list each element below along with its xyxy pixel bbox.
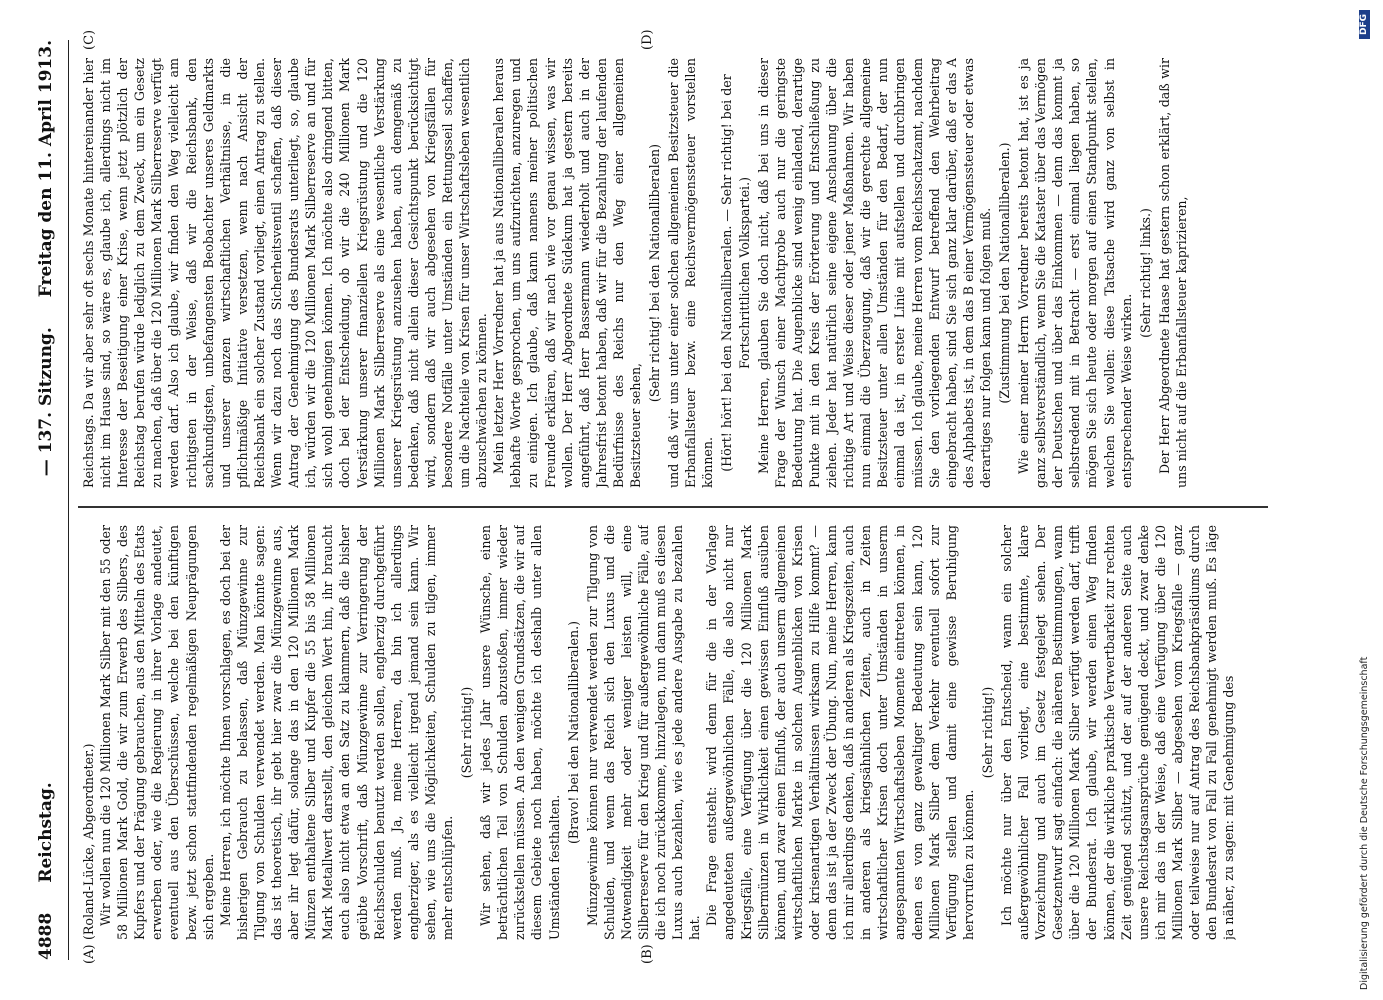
paragraph: Mein letzter Herr Vorredner hat ja aus Nationalliberalen heraus lebhafte Worte gesprochen, um uns aufzurichten, anzuregen und zu einigen. Ich glaube, daß kann namens meiner politischen Freunde erklären, daß wir nach wie vor genau wissen, was wir wollen. Der Herr Abgeordnete Südekum hat ja gestern bereits angeführt, daß Herr Bassermann wiederholt und auch in der Jahresfrist betont haben, daß wir für die Bezahlung der laufenden Bedürfnisse des Reichs nur den Weg einer allgemeinen Besitzsteuer sehen,	[491, 58, 643, 488]
interjection: (Sehr richtig!)	[979, 686, 995, 779]
paragraph: Ich möchte nur über den Entscheid, wann ein solcher außergewöhnlicher Fall vorliegt, eine bestimmte, klare Vorzeichnung und auch im Gesetz festgelegt sehen. Der Gesetzentwurf sagt einfach: die näheren Bestimmungen, wann über die 120 Millionen Mark Silber verfügt werden darf, trifft der Bundesrat. Ich glaube, wir werden einen Weg finden können, der die wirkliche praktische Verwertbarkeit zur rechten Zeit genügend schützt, und der auf der anderen Seite auch unsere Reichstagsansprüche genügend deckt, und zwar denke ich mir das in der Weise, daß eine Verfügung über die 120 Millionen Mark Silber — abgesehen vom Kriegsfalle — ganz oder teilweise nur auf Antrag des Reichsbankpräsidiums durch den Bundesrat von Fall zu Fall genehmigt werden muß. Es läge ja näher, zu sagen: mit Genehmigung des	[998, 525, 1237, 940]
session-date: Freitag den 11. April 1913.	[36, 40, 56, 298]
page-number: 4888	[36, 912, 56, 960]
page-header	[36, 40, 69, 960]
interjection: (Sehr richtig! bei den Nationalliberalen)	[647, 143, 663, 403]
digitization-credit	[1359, 10, 1377, 990]
column-divider	[78, 507, 1268, 509]
paragraph: Meine Herren, ich möchte Ihnen vorschlagen, es doch bei der bisherigen Gebrauch zu belassen, daß Münzgewinne zur Tilgung von Schulden verwendet werden. Man könnte sagen: das ist theoretisch, ihr gebt hier zwar die Münzgewinne aus, aber ihr legt dafür, solange das in den 120 Millionen Mark Münzen enthaltene Silber und Kupfer die 55 bis 58 Millionen Mark Metallwert darstellt, den gleichen Wert hin, ihr braucht euch also nicht etwa an den Satz zu klammern, daß die bisher geübte Vorschrift, daß Münzgewinne zur Verringerung der Reichsschulden benutzt werden sollen, engherzig durchgeführt werden muß. Ja, meine Herren, da bin ich allerdings engherziger, als es vielleicht irgend jemand sein kann. Wir sehen, wie uns die Möglichkeiten, Schulden zu tilgen, immer mehr entschlüpfen.	[217, 525, 455, 940]
paragraph: (Roland-Lücke, Abgeordneter.)	[81, 743, 96, 940]
paragraph: Wir wollen nun die 120 Millionen Mark Silber mit den 55 oder 58 Millionen Mark Gold, die wir zum Erwerb des Silbers, des Kupfers und der Prägung gebrauchen, aus den Mitteln des Etats erwerben oder, wie die Regierung in ihrer Vorlage andeutet, eventuell aus den Überschüssen, welche bei den künftigen bezw. jetzt schon stattfindenden regelmäßigen Neuprägungen sich ergeben.	[98, 525, 216, 940]
paragraph: Reichstags. Da wir aber sehr oft sechs Monate hintereinander hier nicht im Hause sind, so wäre es, glaube ich, allerdings nicht im Interesse der Beseitigung einer Krise, wenn jetzt plötzlich der Reichstag berufen würde lediglich zu dem Zweck, um ein Gesetz zu machen, daß über die 120 Millionen Mark Silberreserve verfügt werden darf. Also ich glaube, wir finden den Weg vielleicht am richtigsten in der Weise, daß wir die Reichsbank, den sachkundigsten, unbefangensten Beobachter unseres Geldmarkts und unserer ganzen wirtschaftlichen Verhältnisse, in die pflichtmäßige Initiative versetzen, wenn nach Ansicht der Reichsbank ein solcher Zustand vorliegt, einen Antrag zu stellen. Wenn wir dazu noch das Sicherheitsventil schaffen, daß dieser Antrag der Genehmigung des Bundesrats unterliegt, so, glaube ich, würden wir die 120 Millionen Mark Silberreserve an und für sich wohl genehmigen können. Ich möchte also dringend bitten, doch bei der Entscheidung, ob wir die 240 Millionen Mark Verstärkung unserer finanziellen Kriegsrüstung und die 120 Millionen Mark Silberreserve als eine wesentliche Verstärkung unserer Kriegsrüstung anzusehen haben, auch demgemäß zu bedenken, daß nicht allein dieser Gesichtspunkt berücksichtigt wird, sondern daß wir auch abgesehen von Kriegsfällen für besondere Notfälle unter Umständen ein Rettungsseil schaffen, um die Nachteile von Krisen für unser Wirtschaftsleben wesentlich abzuschwächen zu können.	[81, 58, 490, 488]
paragraph: und daß wir uns unter einer solchen allgemeinen Besitzsteuer die Erbanfallsteuer bezw. eine Reichsvermögenssteuer vorstellen können.	[666, 58, 716, 488]
margin-marker-d: (D)	[640, 29, 655, 50]
header-center	[36, 297, 56, 912]
interjection: (Bravo! bei den Nationalliberalen.)	[565, 620, 581, 845]
margin-marker-a: (A)	[82, 944, 97, 964]
session-label: — 137. Sitzung.	[36, 327, 56, 477]
dfg-badge: DFG	[1359, 10, 1370, 39]
paragraph: Der Herr Abgeordnete Haase hat gestern schon erklärt, daß wir uns nicht auf die Erbanfallsteuer kaprizieren,	[1156, 58, 1189, 488]
paragraph: Wie einer meiner Herrn Vorredner bereits betont hat, ist es ja ganz selbstverständlich, wenn Sie die Kataster über das Vermögen der Deutschen und über das Einkommen — denn das kommt ja selbstredend mit in Betracht — erst einmal liegen haben, so mögen Sie sich heute oder morgen auf einen Standpunkt stellen, welchen Sie wollen: diese Tatsache wird ganz von selbst in entsprechender Weise wirken.	[1016, 58, 1134, 488]
interjection: (Sehr richtig!)	[459, 686, 475, 779]
interjection: (Zustimmung bei den Nationalliberalen.)	[996, 142, 1012, 404]
margin-marker-b: (B)	[640, 944, 655, 964]
credit-text: Digitalisierung gefördert durch die Deutsche Forschungsgemeinschaft	[1359, 656, 1370, 990]
right-text-column	[80, 58, 1260, 488]
interjection: (Sehr richtig! links.)	[1137, 208, 1153, 338]
left-text-column	[80, 525, 1260, 940]
paragraph: Meine Herren, glauben Sie doch nicht, daß bei uns in dieser Frage der Wunsch einer Machtprobe auch nur die geringste Bedeutung hat. Die Augenblicke sind wenig einladend, derartige Punkte mit in den Kreis der Erörterung und Entschließung zu ziehen. Jeder hat natürlich seine eigene Anschauung über die richtige Art und Weise dieser oder jener Maßnahmen. Wir haben nun einmal die Überzeugung, daß wir die gerechte allgemeine Besitzsteuer unter allen Umständen für den Bedarf, der nun einmal da ist, in erster Linie mit aufstellen und durchbringen müssen. Ich glaube, meine Herren vom Reichsschatzamt, nachdem Sie den vorliegenden Entwurf betreffend den Wehrbeitrag eingebracht haben, sind Sie sich ganz klar darüber, daß er das A des Alphabets ist, in dem das B einer Vermögenssteuer oder etwas derartiges nur folgen kann und folgen muß.	[755, 58, 993, 488]
margin-marker-c: (C)	[82, 29, 97, 50]
paragraph: Die Frage entsteht: wird denn für die in der Vorlage angedeuteten außergewöhnlichen Fälle, die also nicht nur Kriegsfälle, eine Verfügung über die 120 Millionen Mark Silbermünzen in Wirklichkeit einen gewissen Einfluß ausüben können, und zwar einen Einfluß, der auch unserm allgemeinen wirtschaftlichen Markte in solchen Augenblicken von Krisen oder krisenartigen Verhältnissen wirksam zu Hilfe kommt? — denn das ist ja der Zweck der Übung. Nun, meine Herren, kann ich mir allerdings denken, daß in anderen als Kriegszeiten, auch in anderen als kriegsähnlichen Zeiten, auch in Zeiten wirtschaftlicher Krisen doch unter Umständen in unserm angespannten Wirtschaftsleben Momente eintreten können, in denen es von ganz gewaltiger Bedeutung sein kann, 120 Millionen Mark Silber dem Verkehr eventuell sofort zur Verfügung stellen und damit eine gewisse Beruhigung hervorrufen zu können.	[704, 525, 976, 940]
paragraph: Wir sehen, daß wir jedes Jahr unsere Wünsche, einen beträchtlichen Teil von Schulden abzustoßen, immer wieder zurückstellen müssen. An den wenigen Grundsätzen, die wir auf diesem Gebiete noch haben, möchte ich deshalb unter allen Umständen festhalten.	[478, 525, 562, 940]
paragraph: Münzgewinne können nur verwendet werden zur Tilgung von Schulden, und wenn das Reich sich den Luxus und die Notwendigkeit mehr oder weniger leisten will, eine Silberreserve für den Krieg und für außergewöhnliche Fälle, auf die ich noch zurückkomme, hinzulegen, nun dann muß es diesen Luxus auch bezahlen, wie es jede andere Ausgabe zu bezahlen hat.	[584, 525, 703, 940]
publication-title: Reichstag.	[36, 782, 56, 883]
interjection: (Hört! hört! bei den Nationalliberalen. — Sehr richtig! bei der Fortschrittlichen Volkspartei.)	[719, 74, 752, 472]
